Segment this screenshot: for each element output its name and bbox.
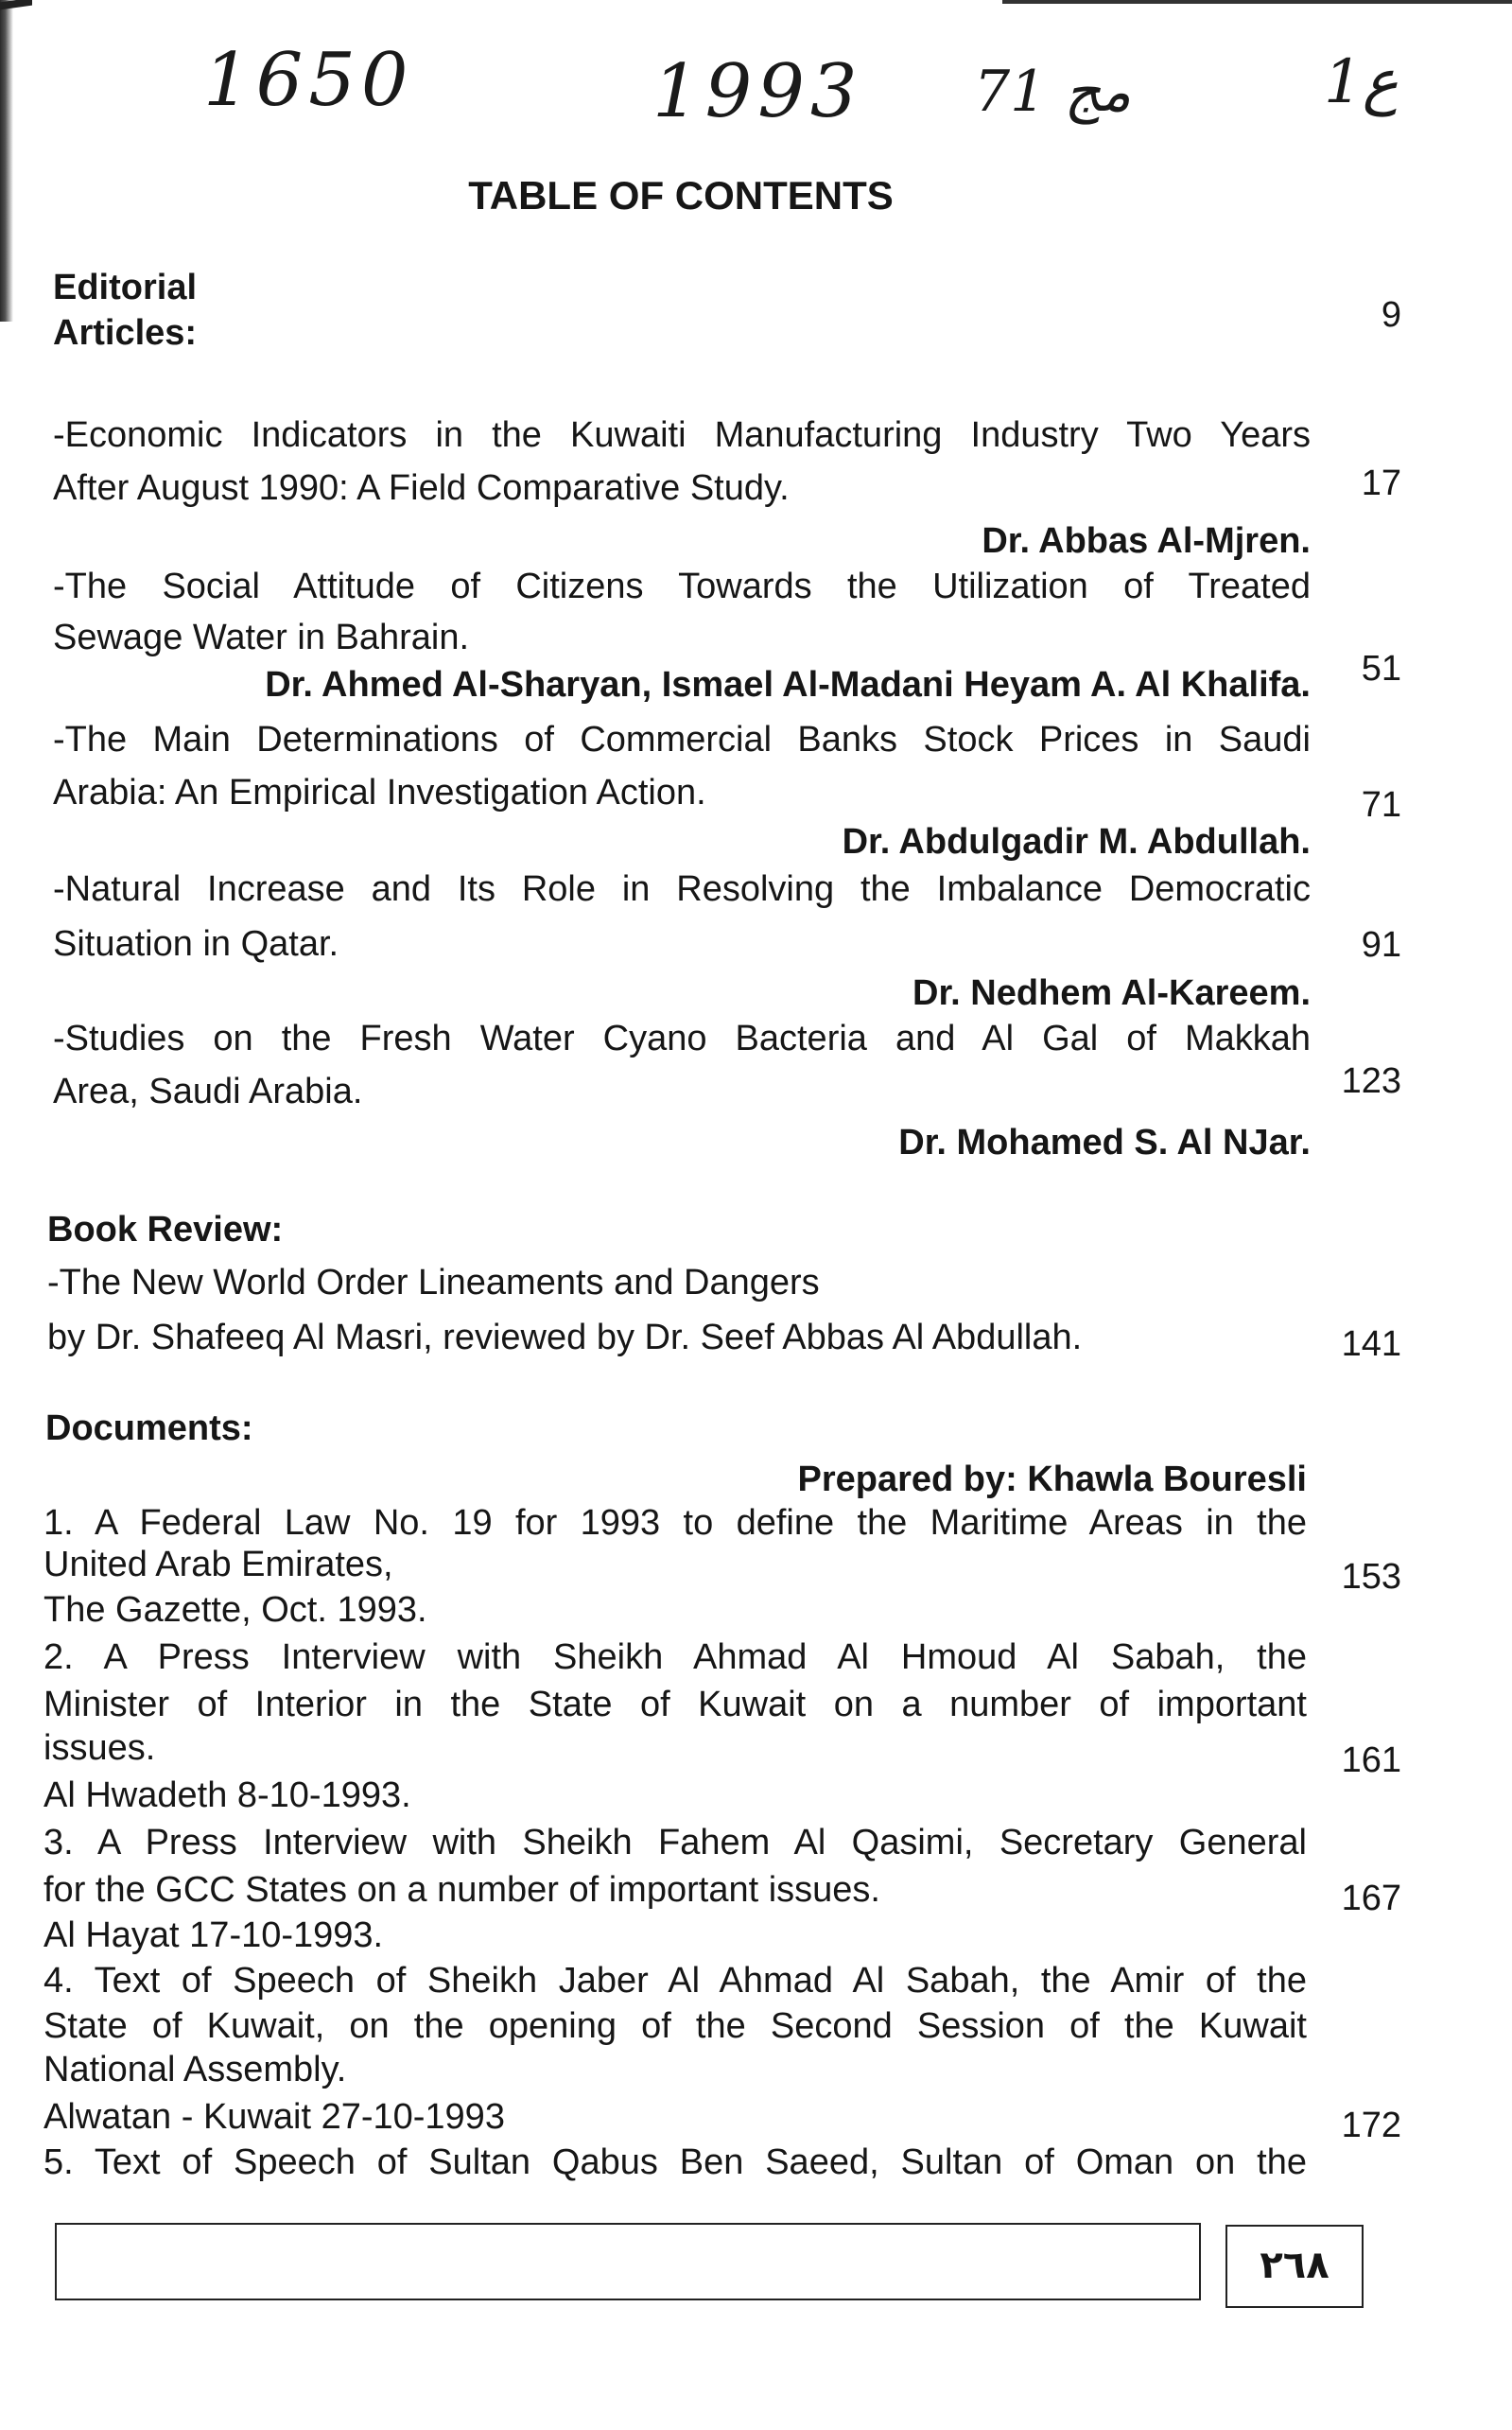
document-source: Alwatan - Kuwait 27-10-1993 [43,2097,505,2137]
article-title-line: -The Social Attitude of Citizens Towards the Utilization of Treated [53,567,1311,606]
document-source: The Gazette, Oct. 1993. [43,1590,427,1630]
article-page: 71 [1361,785,1401,825]
article-page: 123 [1341,1061,1401,1101]
handwritten-issue: ع1 [1324,47,1399,117]
article-page: 17 [1361,463,1401,503]
documents-label: Documents: [45,1408,253,1448]
document-line: Minister of Interior in the State of Kuwait on a number of important [43,1685,1307,1724]
article-title-line: Situation in Qatar. [53,924,339,964]
document-line: United Arab Emirates, [43,1545,393,1584]
document-line: issues. [43,1728,156,1768]
footer-page-number: ٢٦٨ [1260,2244,1330,2287]
book-review-byline: by Dr. Shafeeq Al Masri, reviewed by Dr. Seef Abbas Al Abdullah. [47,1318,1083,1357]
editorial-page: 9 [1381,295,1401,335]
document-line: National Assembly. [43,2050,347,2089]
scan-corner-mark [0,0,32,9]
article-title-line: -Studies on the Fresh Water Cyano Bacteria and Al Gal of Makkah [53,1019,1311,1058]
article-page: 91 [1361,925,1401,965]
article-author: Dr. Mohamed S. Al NJar. [898,1123,1311,1163]
article-title-line: -Economic Indicators in the Kuwaiti Manufacturing Industry Two Years [53,415,1311,455]
article-title-line: After August 1990: A Field Comparative Study. [53,468,790,508]
book-review-page: 141 [1341,1324,1401,1364]
article-title-line: Sewage Water in Bahrain. [53,618,470,657]
documents-prepared-by: Prepared by: Khawla Bouresli [797,1460,1307,1499]
document-page: 161 [1341,1740,1401,1780]
document-line: 4. Text of Speech of Sheikh Jaber Al Ahmad Al Sabah, the Amir of the [43,1961,1307,2001]
document-line: State of Kuwait, on the opening of the Second Session of the Kuwait [43,2006,1307,2046]
footer-page-box [1225,2225,1364,2308]
footer-empty-box [55,2223,1201,2300]
article-page: 51 [1361,649,1401,689]
article-author: Dr. Ahmed Al-Sharyan, Ismael Al-Madani Heyam A. Al Khalifa. [265,665,1311,705]
document-line: for the GCC States on a number of important issues. [43,1870,880,1910]
document-line: 5. Text of Speech of Sultan Qabus Ben Saeed, Sultan of Oman on the [43,2142,1307,2182]
article-title-line: -The Main Determinations of Commercial Banks Stock Prices in Saudi [53,720,1311,760]
article-author: Dr. Abdulgadir M. Abdullah. [842,822,1311,862]
document-line: 3. A Press Interview with Sheikh Fahem Al Qasimi, Secretary General [43,1823,1307,1862]
article-title-line: Arabia: An Empirical Investigation Action. [53,773,706,813]
handwritten-number: 1650 [203,38,414,123]
article-author: Dr. Abbas Al-Mjren. [982,521,1311,561]
document-line: 1. A Federal Law No. 19 for 1993 to define the Maritime Areas in the [43,1503,1307,1543]
book-review-label: Book Review: [47,1210,284,1250]
editorial-label: Editorial [53,268,198,307]
editorial-label-2: Articles: [53,313,198,353]
scan-top-line [1002,0,1512,4]
document-source: Al Hwadeth 8-10-1993. [43,1775,411,1815]
document-page: 153 [1341,1557,1401,1597]
document-page: 167 [1341,1879,1401,1918]
document-source: Al Hayat 17-10-1993. [43,1915,384,1955]
handwritten-year: 1993 [652,49,863,134]
book-review-title: -The New World Order Lineaments and Dangers [47,1263,820,1302]
article-title-line: Area, Saudi Arabia. [53,1072,363,1111]
scan-edge-shadow [0,0,13,322]
article-title-line: -Natural Increase and Its Role in Resolving the Imbalance Democratic [53,869,1311,909]
handwritten-volume: مج 71 [974,59,1132,125]
page-title: TABLE OF CONTENTS [468,173,894,218]
document-line: 2. A Press Interview with Sheikh Ahmad Al Hmoud Al Sabah, the [43,1637,1307,1677]
document-page: 172 [1341,2106,1401,2145]
article-author: Dr. Nedhem Al-Kareem. [912,973,1311,1013]
